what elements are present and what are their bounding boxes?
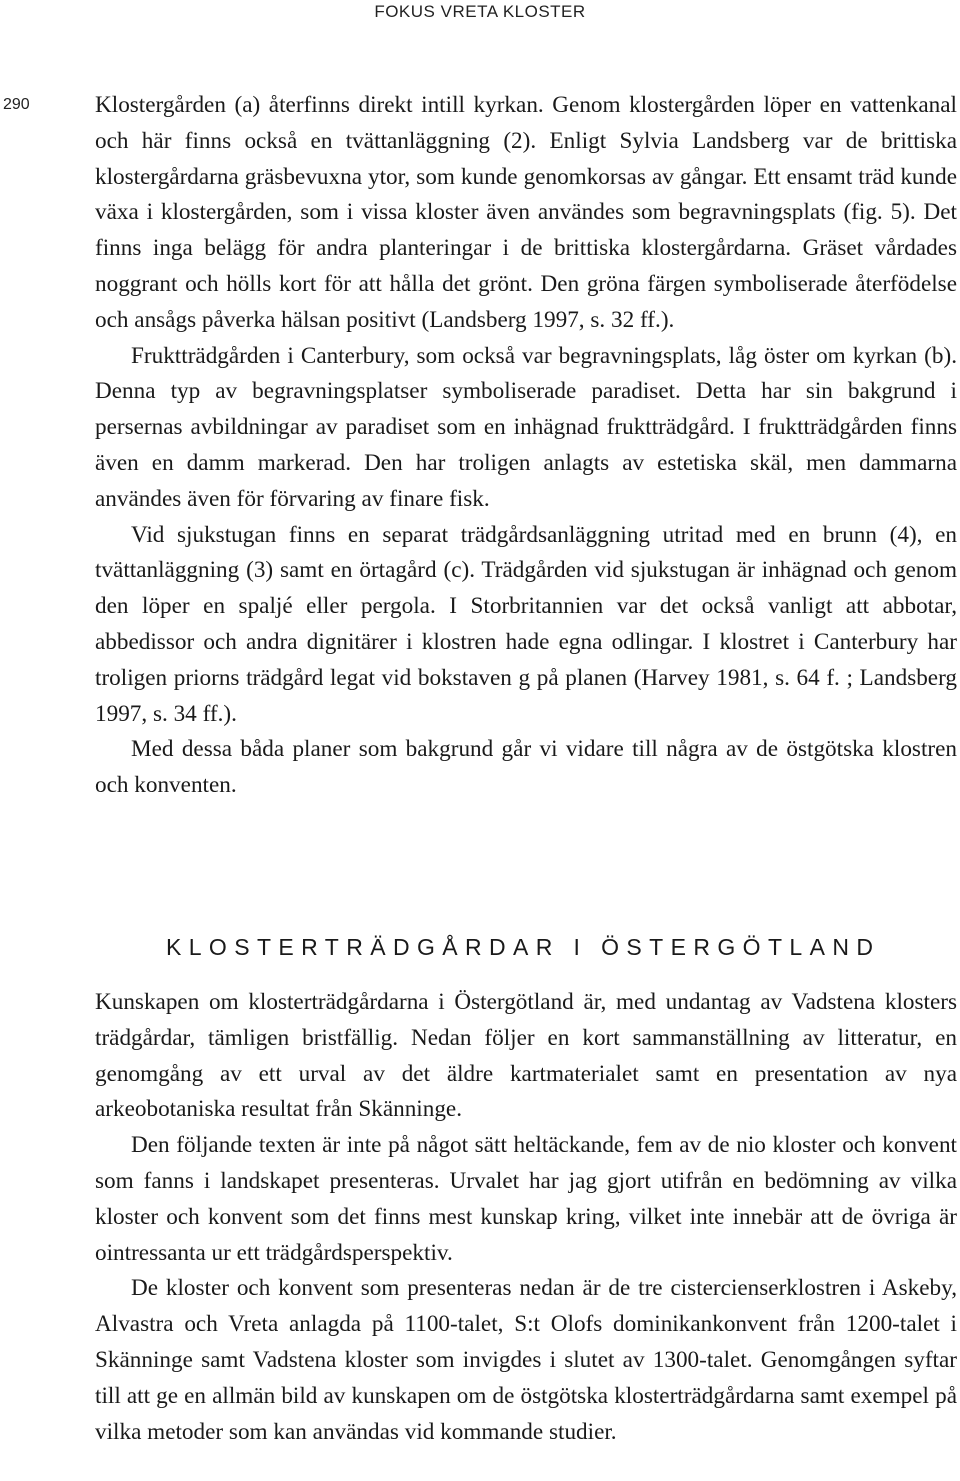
paragraph-monasteries: De kloster och konvent som presenteras nedan är de tre cistercienserklostren i Askeby, Alvastra och Vreta anlagda på 1100-talet, S:t Olofs dominikankonvent från 1200-talet i Skänninge samt Vadstena kloster som invigdes i slutet av 1300-talet. Genomgången syftar till att ge en allmän bild av kunskapen om de östgötska klosterträdgårdarna samt exempel på vilka metoder som kan användas vid kommande studier.	[95, 1275, 957, 1445]
running-title: FOKUS VRETA KLOSTER	[374, 2, 586, 21]
paragraph-cloister-garth: Klostergården (a) återfinns direkt intill kyrkan. Genom klostergården löper en vattenkanal och här finns också en tvättanläggning (2). Enligt Sylvia Landsberg var de brittiska klostergårdarna gräsbevuxna ytor, som kunde genomkorsas av gångar. Ett ensamt träd kunde växa i klostergården, som i vissa kloster även användes som begravningsplats (fig. 5). Det finns inga belägg för andra planteringar i de brittiska klostergårdarna. Gräset vårdades noggrant och hölls kort för att hålla det grönt. Den gröna färgen symboliserade återfödelse och ansågs påverka hälsan positivt (Landsberg 1997, s. 32 ff.).	[95, 92, 957, 333]
paragraph-orchard: Fruktträdgården i Canterbury, som också var begravningsplats, låg öster om kyrkan (b). Denna typ av begravningsplatser symboliserade paradiset. Detta har sin bakgrund i persernas avbildningar av paradiset som en inhägnad fruktträdgård. I fruktträdgården finns även en damm markerad. Den har troligen anlagts av estetiska skäl, men dammarna användes även för förvaring av finare fisk.	[95, 342, 957, 512]
body-text-before-heading	[95, 88, 957, 804]
page-number: 290	[3, 96, 30, 113]
body-text-after-heading	[95, 985, 957, 1450]
paragraph-selection: Den följande texten är inte på något sätt heltäckande, fem av de nio kloster och konvent som fanns i landskapet presenteras. Urvalet har jag gjort utifrån en bedömning av vilka kloster och konvent som det finns mest kunskap kring, vilket inte innebär att de övriga är ointressanta ur ett trädgårdsperspektiv.	[95, 1132, 957, 1266]
paragraph-knowledge: Kunskapen om klosterträdgårdarna i Östergötland är, med undantag av Vadstena klosters trädgårdar, tämligen bristfällig. Nedan följer en kort sammanställning av litteratur, en genomgång av ett urval av det äldre kartmaterialet samt en presentation av nya arkeobotaniska resultat från Skänninge.	[95, 989, 957, 1123]
paragraph-infirmary-garden: Vid sjukstugan finns en separat trädgårdsanläggning utritad med en brunn (4), en tvättanläggning (3) samt en örtagård (c). Trädgården vid sjukstugan är inhägnad och genom den löper en spaljé eller pergola. I Storbritannien var det också vanligt att abbotar, abbedissor och andra dignitärer i klostren hade egna odlingar. I klostret i Canterbury har troligen priorns trädgård legat vid bokstaven g på planen (Harvey 1981, s. 64 f. ; Landsberg 1997, s. 34 ff.).	[95, 521, 957, 727]
paragraph-transition: Med dessa båda planer som bakgrund går vi vidare till några av de östgötska klostren och konventen.	[95, 736, 957, 799]
section-heading: KLOSTERTRÄDGÅRDAR I ÖSTERGÖTLAND	[166, 934, 881, 960]
